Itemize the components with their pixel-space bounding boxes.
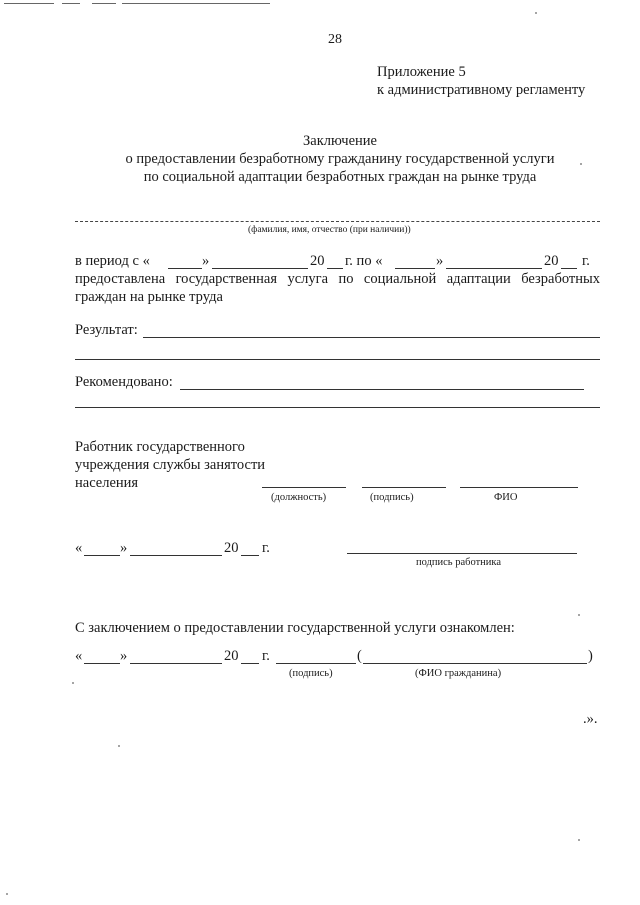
date1-close-quote: »	[120, 540, 128, 556]
date1-open-quote: «	[75, 540, 83, 556]
date2-year: 20	[224, 648, 239, 664]
closing-mark: .».	[583, 711, 598, 727]
result-line-2	[75, 359, 600, 360]
appendix-line2: к административному регламенту	[377, 82, 586, 98]
period-line2	[75, 271, 600, 288]
period-year2-blank	[561, 268, 577, 269]
period-word: по	[338, 271, 354, 287]
period-day1-blank	[168, 268, 202, 269]
result-label: Результат:	[75, 322, 138, 338]
period-word: адаптации	[446, 271, 511, 287]
date1-year: 20	[224, 540, 239, 556]
scan-artifact-line	[92, 3, 116, 4]
period-word: услуга	[287, 271, 329, 287]
title-line1: Заключение	[303, 133, 377, 149]
date2-g: г.	[262, 648, 270, 664]
scan-speck	[118, 745, 120, 747]
recommended-label: Рекомендовано:	[75, 374, 173, 390]
date2-month-blank	[130, 663, 222, 664]
scan-speck	[535, 12, 537, 14]
page-number: 28	[328, 32, 342, 47]
date1-day-blank	[84, 555, 120, 556]
citizen-fio-line	[363, 663, 587, 664]
period-quote2: »	[436, 253, 444, 269]
worker-line2: учреждения службы занятости	[75, 457, 266, 473]
period-prefix: в период с «	[75, 253, 150, 269]
recommended-line	[180, 389, 584, 390]
position-line	[262, 487, 346, 488]
scan-artifact-line	[122, 3, 270, 4]
worker-signature-caption: подпись работника	[416, 557, 502, 568]
scan-speck	[580, 163, 582, 165]
title-line2: о предоставлении безработному гражданину государственной услуги	[125, 151, 555, 167]
fio-caption: (фамилия, имя, отчество (при наличии))	[248, 225, 411, 235]
date2-year-blank	[241, 663, 259, 664]
fio-worker-line	[460, 487, 578, 488]
date2-day-blank	[84, 663, 120, 664]
period-year2: 20	[544, 253, 559, 269]
citizen-signature-line	[276, 663, 356, 664]
familiarized-text: С заключением о предоставлении государственной услуги ознакомлен:	[75, 620, 515, 636]
result-line	[143, 337, 600, 338]
period-month1-blank	[212, 268, 308, 269]
signature-caption: (подпись)	[370, 492, 414, 503]
scan-artifact-line	[62, 3, 80, 4]
date1-year-blank	[241, 555, 259, 556]
scan-speck	[578, 614, 580, 616]
date1-g: г.	[262, 540, 270, 556]
scan-artifact-line	[4, 3, 54, 4]
period-word: государственная	[175, 271, 278, 287]
worker-line3: населения	[75, 475, 139, 491]
date1-month-blank	[130, 555, 222, 556]
period-year1-blank	[327, 268, 343, 269]
period-month2-blank	[446, 268, 542, 269]
date2-close-quote: »	[120, 648, 128, 664]
position-caption: (должность)	[271, 492, 327, 503]
fio-line	[75, 221, 600, 222]
worker-line1: Работник государственного	[75, 439, 245, 455]
citizen-signature-caption: (подпись)	[289, 668, 333, 679]
scan-speck	[72, 682, 74, 684]
period-to: г. по «	[345, 253, 383, 269]
period-g: г.	[582, 253, 590, 269]
worker-signature-line	[347, 553, 577, 554]
period-word: социальной	[363, 271, 437, 287]
period-word: безработных	[521, 271, 600, 287]
period-word: предоставлена	[75, 271, 166, 287]
period-day2-blank	[395, 268, 435, 269]
period-line3: граждан на рынке труда	[75, 289, 223, 305]
scan-speck	[6, 893, 8, 895]
period-quote1: »	[202, 253, 210, 269]
paren-open: (	[357, 648, 362, 664]
paren-close: )	[588, 648, 593, 664]
signature-line	[362, 487, 446, 488]
period-year1: 20	[310, 253, 325, 269]
citizen-fio-caption: (ФИО гражданина)	[415, 668, 502, 679]
scan-speck	[578, 839, 580, 841]
fio-caption-worker: ФИО	[494, 492, 518, 503]
recommended-line-2	[75, 407, 600, 408]
title-line3: по социальной адаптации безработных граждан на рынке труда	[143, 169, 537, 185]
date2-open-quote: «	[75, 648, 83, 664]
appendix-line1: Приложение 5	[377, 64, 466, 80]
